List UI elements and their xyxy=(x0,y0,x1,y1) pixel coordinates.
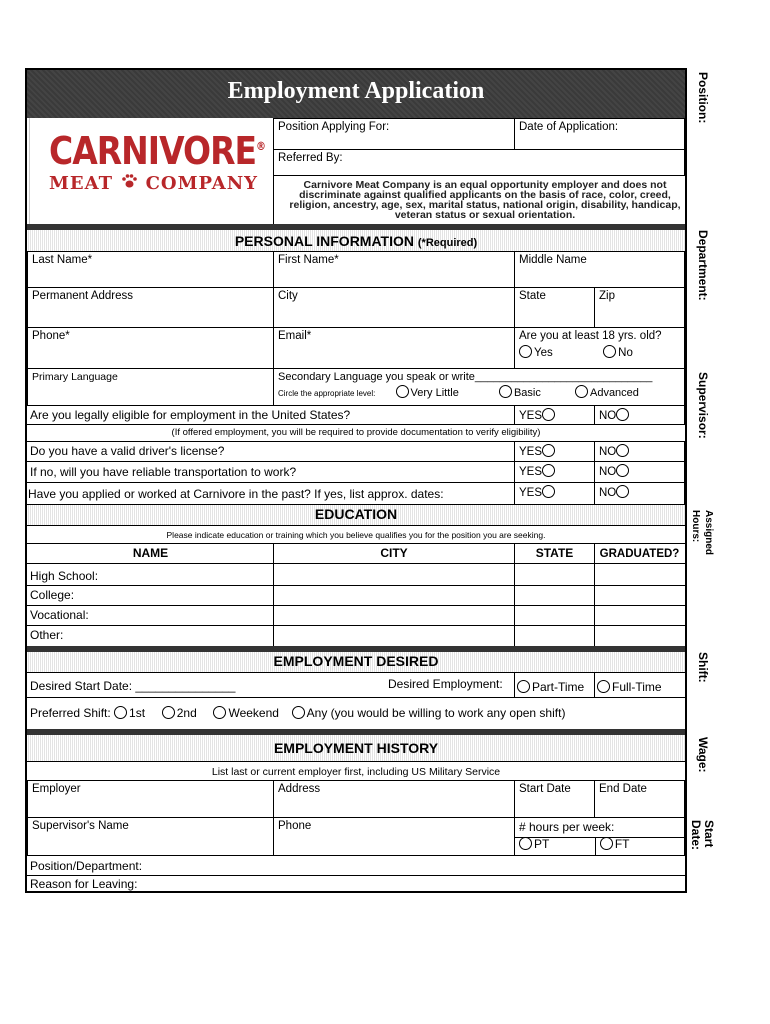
col-city: CITY xyxy=(380,546,408,560)
transport-no-radio[interactable] xyxy=(616,464,629,477)
registered-mark: ® xyxy=(256,140,266,154)
shift-2nd-label: 2nd xyxy=(176,706,197,720)
transport-yes-radio[interactable] xyxy=(542,464,555,477)
preferred-shift-row xyxy=(30,706,565,720)
start-date-field[interactable] xyxy=(514,780,595,818)
supervisor-name-label: Supervisor's Name xyxy=(32,820,129,832)
zip-label: Zip xyxy=(599,290,615,302)
referred-by-label: Referred By: xyxy=(278,152,343,164)
zip-field[interactable] xyxy=(594,287,685,328)
license-no[interactable] xyxy=(594,441,685,462)
applied-no-radio[interactable] xyxy=(616,485,629,498)
license-question: Do you have a valid driver's license? xyxy=(30,444,225,458)
company-logo xyxy=(49,128,266,210)
very-little-radio[interactable] xyxy=(396,385,409,398)
col-state: STATE xyxy=(535,546,574,560)
date-of-application-label: Date of Application: xyxy=(519,121,619,133)
sidebar-hours: Hours: xyxy=(690,510,701,543)
city-field[interactable] xyxy=(273,287,515,328)
full-time-radio[interactable] xyxy=(597,680,610,693)
primary-language-label: Primary Language xyxy=(32,371,118,383)
secondary-language-label: Secondary Language you speak or write_____________________________ xyxy=(278,371,653,383)
employment-desired-header xyxy=(27,646,685,673)
sidebar-assigned: Assigned xyxy=(703,510,714,556)
sidebar-department: Department: xyxy=(696,230,710,301)
eligible-yes-radio[interactable] xyxy=(542,408,555,421)
referred-by-field[interactable] xyxy=(273,149,685,176)
applied-yes-radio[interactable] xyxy=(542,485,555,498)
eligible-no-label: NO xyxy=(599,410,617,422)
sidebar-date: Date: xyxy=(689,820,703,851)
col-name: NAME xyxy=(132,546,169,560)
any-shift-radio[interactable] xyxy=(292,706,305,719)
any-shift-label: Any (you would be willing to work any open shift) xyxy=(306,706,566,720)
age-question-label: Are you at least 18 yrs. old? xyxy=(519,330,662,342)
personal-information-header xyxy=(27,224,685,252)
email-label: Email* xyxy=(278,330,312,342)
shift-1st-label: 1st xyxy=(129,706,146,720)
eligible-no-radio[interactable] xyxy=(616,408,629,421)
history-end-date-label: End Date xyxy=(599,783,647,795)
edu-row-other[interactable]: Other: xyxy=(30,628,64,642)
license-yes-radio[interactable] xyxy=(542,444,555,457)
eligible-yes-label: YES xyxy=(519,410,543,422)
hours-label: # hours per week: xyxy=(519,820,615,834)
permanent-address-field[interactable] xyxy=(27,287,274,328)
paw-icon xyxy=(120,173,138,194)
last-name-field[interactable] xyxy=(27,251,274,288)
basic-radio[interactable] xyxy=(499,385,512,398)
eligible-note: (If offered employment, you will be required to provide documentation to verify eligibility) xyxy=(171,427,541,438)
ft-label: FT xyxy=(614,837,630,851)
eligible-no[interactable] xyxy=(594,405,685,425)
permanent-address-label: Permanent Address xyxy=(32,290,134,302)
age-yes-radio[interactable] xyxy=(519,345,532,358)
sidebar-shift: Shift: xyxy=(696,652,710,683)
sidebar-start: Start xyxy=(702,820,716,848)
age-question-cell xyxy=(514,327,685,369)
advanced-radio[interactable] xyxy=(575,385,588,398)
logo-brand: CARNIVORE xyxy=(49,128,257,174)
basic-label: Basic xyxy=(513,387,541,399)
full-time-option[interactable] xyxy=(597,680,662,694)
last-name-label: Last Name* xyxy=(32,254,93,266)
preferred-shift-label: Preferred Shift: xyxy=(30,706,111,720)
logo-company: COMPANY xyxy=(145,173,259,194)
eligible-question: Are you legally eligible for employment in the United States? xyxy=(30,408,351,422)
employer-field[interactable] xyxy=(27,780,274,818)
first-name-label: First Name* xyxy=(278,254,339,266)
desired-start-date[interactable]: Desired Start Date: _______________ xyxy=(30,679,236,693)
transport-yes[interactable] xyxy=(514,461,595,483)
employment-history-heading: EMPLOYMENT HISTORY xyxy=(273,740,439,756)
state-label: State xyxy=(519,290,546,302)
email-field[interactable] xyxy=(273,327,515,369)
required-note: (*Required) xyxy=(417,237,478,249)
education-header xyxy=(27,504,685,526)
phone-label: Phone* xyxy=(32,330,70,342)
applied-no[interactable] xyxy=(594,482,685,505)
secondary-language-cell xyxy=(273,368,685,406)
applied-no-label: NO xyxy=(599,487,617,499)
pt-label: PT xyxy=(534,837,550,851)
history-phone-field[interactable] xyxy=(273,817,515,856)
state-field[interactable] xyxy=(514,287,595,328)
ft-radio[interactable] xyxy=(600,837,613,850)
city-label: City xyxy=(278,290,298,302)
education-heading: EDUCATION xyxy=(314,506,398,522)
part-time-option[interactable] xyxy=(517,680,584,694)
position-applying-label: Position Applying For: xyxy=(278,121,390,133)
transport-no[interactable] xyxy=(594,461,685,483)
history-phone-label: Phone xyxy=(278,820,312,832)
shift-2nd-radio[interactable] xyxy=(162,706,175,719)
logo-meat: MEAT xyxy=(49,173,114,194)
supervisor-name-field[interactable] xyxy=(27,817,274,856)
eligible-yes[interactable] xyxy=(514,405,595,425)
position-department-field[interactable]: Position/Department: xyxy=(30,859,143,873)
phone-field[interactable] xyxy=(27,327,274,369)
hours-cell xyxy=(514,817,685,856)
part-time-label: Part-Time xyxy=(532,680,585,694)
middle-name-label: Middle Name xyxy=(519,254,587,266)
applied-question: Have you applied or worked at Carnivore in the past? If yes, list approx. dates: xyxy=(28,487,444,501)
page-title: Employment Application xyxy=(227,78,485,104)
sidebar-supervisor: Supervisor: xyxy=(696,372,710,439)
license-no-radio[interactable] xyxy=(616,444,629,457)
transport-yes-label: YES xyxy=(519,466,543,478)
license-yes-label: YES xyxy=(519,446,543,458)
primary-language-field[interactable] xyxy=(27,368,274,406)
age-no-radio[interactable] xyxy=(603,345,616,358)
weekend-label: Weekend xyxy=(228,706,279,720)
age-yes-label: Yes xyxy=(534,347,553,359)
sidebar-position: Position: xyxy=(696,72,710,124)
middle-name-field[interactable] xyxy=(514,251,685,288)
pt-radio[interactable] xyxy=(519,837,532,850)
edu-row-high-school[interactable]: High School: xyxy=(30,569,99,583)
employment-history-header xyxy=(27,729,685,762)
weekend-radio[interactable] xyxy=(213,706,226,719)
employer-label: Employer xyxy=(32,783,81,795)
desired-employment-label: Desired Employment: xyxy=(388,677,503,691)
age-no-label: No xyxy=(618,347,633,359)
edu-row-college[interactable]: College: xyxy=(30,588,75,602)
very-little-label: Very Little xyxy=(410,387,459,399)
education-instruction: Please indicate education or training which you believe qualifies you for the position you are seeking. xyxy=(166,530,546,540)
eeo-statement: Carnivore Meat Company is an equal opportunity employer and does not discriminate against qualified applicants on the basis of race, color, creed, religion, ancestry, age, sex, marital status, national origin, disability, handicap, veteran status or sexual orientation. xyxy=(289,179,681,221)
address-field[interactable] xyxy=(273,780,515,818)
col-graduated: GRADUATED? xyxy=(599,548,680,560)
transport-no-label: NO xyxy=(599,466,617,478)
address-label: Address xyxy=(278,783,321,795)
shift-1st-radio[interactable] xyxy=(114,706,127,719)
history-instruction: List last or current employer first, including US Military Service xyxy=(211,766,501,778)
date-of-application-field[interactable] xyxy=(514,118,685,150)
first-name-field[interactable] xyxy=(273,251,515,288)
part-time-radio[interactable] xyxy=(517,680,530,693)
employment-desired-heading: EMPLOYMENT DESIRED xyxy=(273,653,439,669)
end-date-field[interactable] xyxy=(594,780,685,818)
circle-level-note: Circle the appropriate level: xyxy=(278,389,376,398)
edu-row-vocational[interactable]: Vocational: xyxy=(30,608,89,622)
applied-yes-label: YES xyxy=(519,487,543,499)
full-time-label: Full-Time xyxy=(612,680,662,694)
personal-heading: PERSONAL INFORMATION xyxy=(234,233,414,249)
advanced-label: Advanced xyxy=(589,387,639,399)
sidebar-wage: Wage: xyxy=(696,737,710,773)
applied-yes[interactable] xyxy=(514,482,595,505)
transport-question: If no, will you have reliable transportation to work? xyxy=(30,465,297,479)
application-form xyxy=(25,68,687,893)
history-start-date-label: Start Date xyxy=(519,783,571,795)
reason-leaving-field[interactable]: Reason for Leaving: xyxy=(30,877,138,891)
license-yes[interactable] xyxy=(514,441,595,462)
position-applying-field[interactable] xyxy=(273,118,515,150)
license-no-label: NO xyxy=(599,446,617,458)
